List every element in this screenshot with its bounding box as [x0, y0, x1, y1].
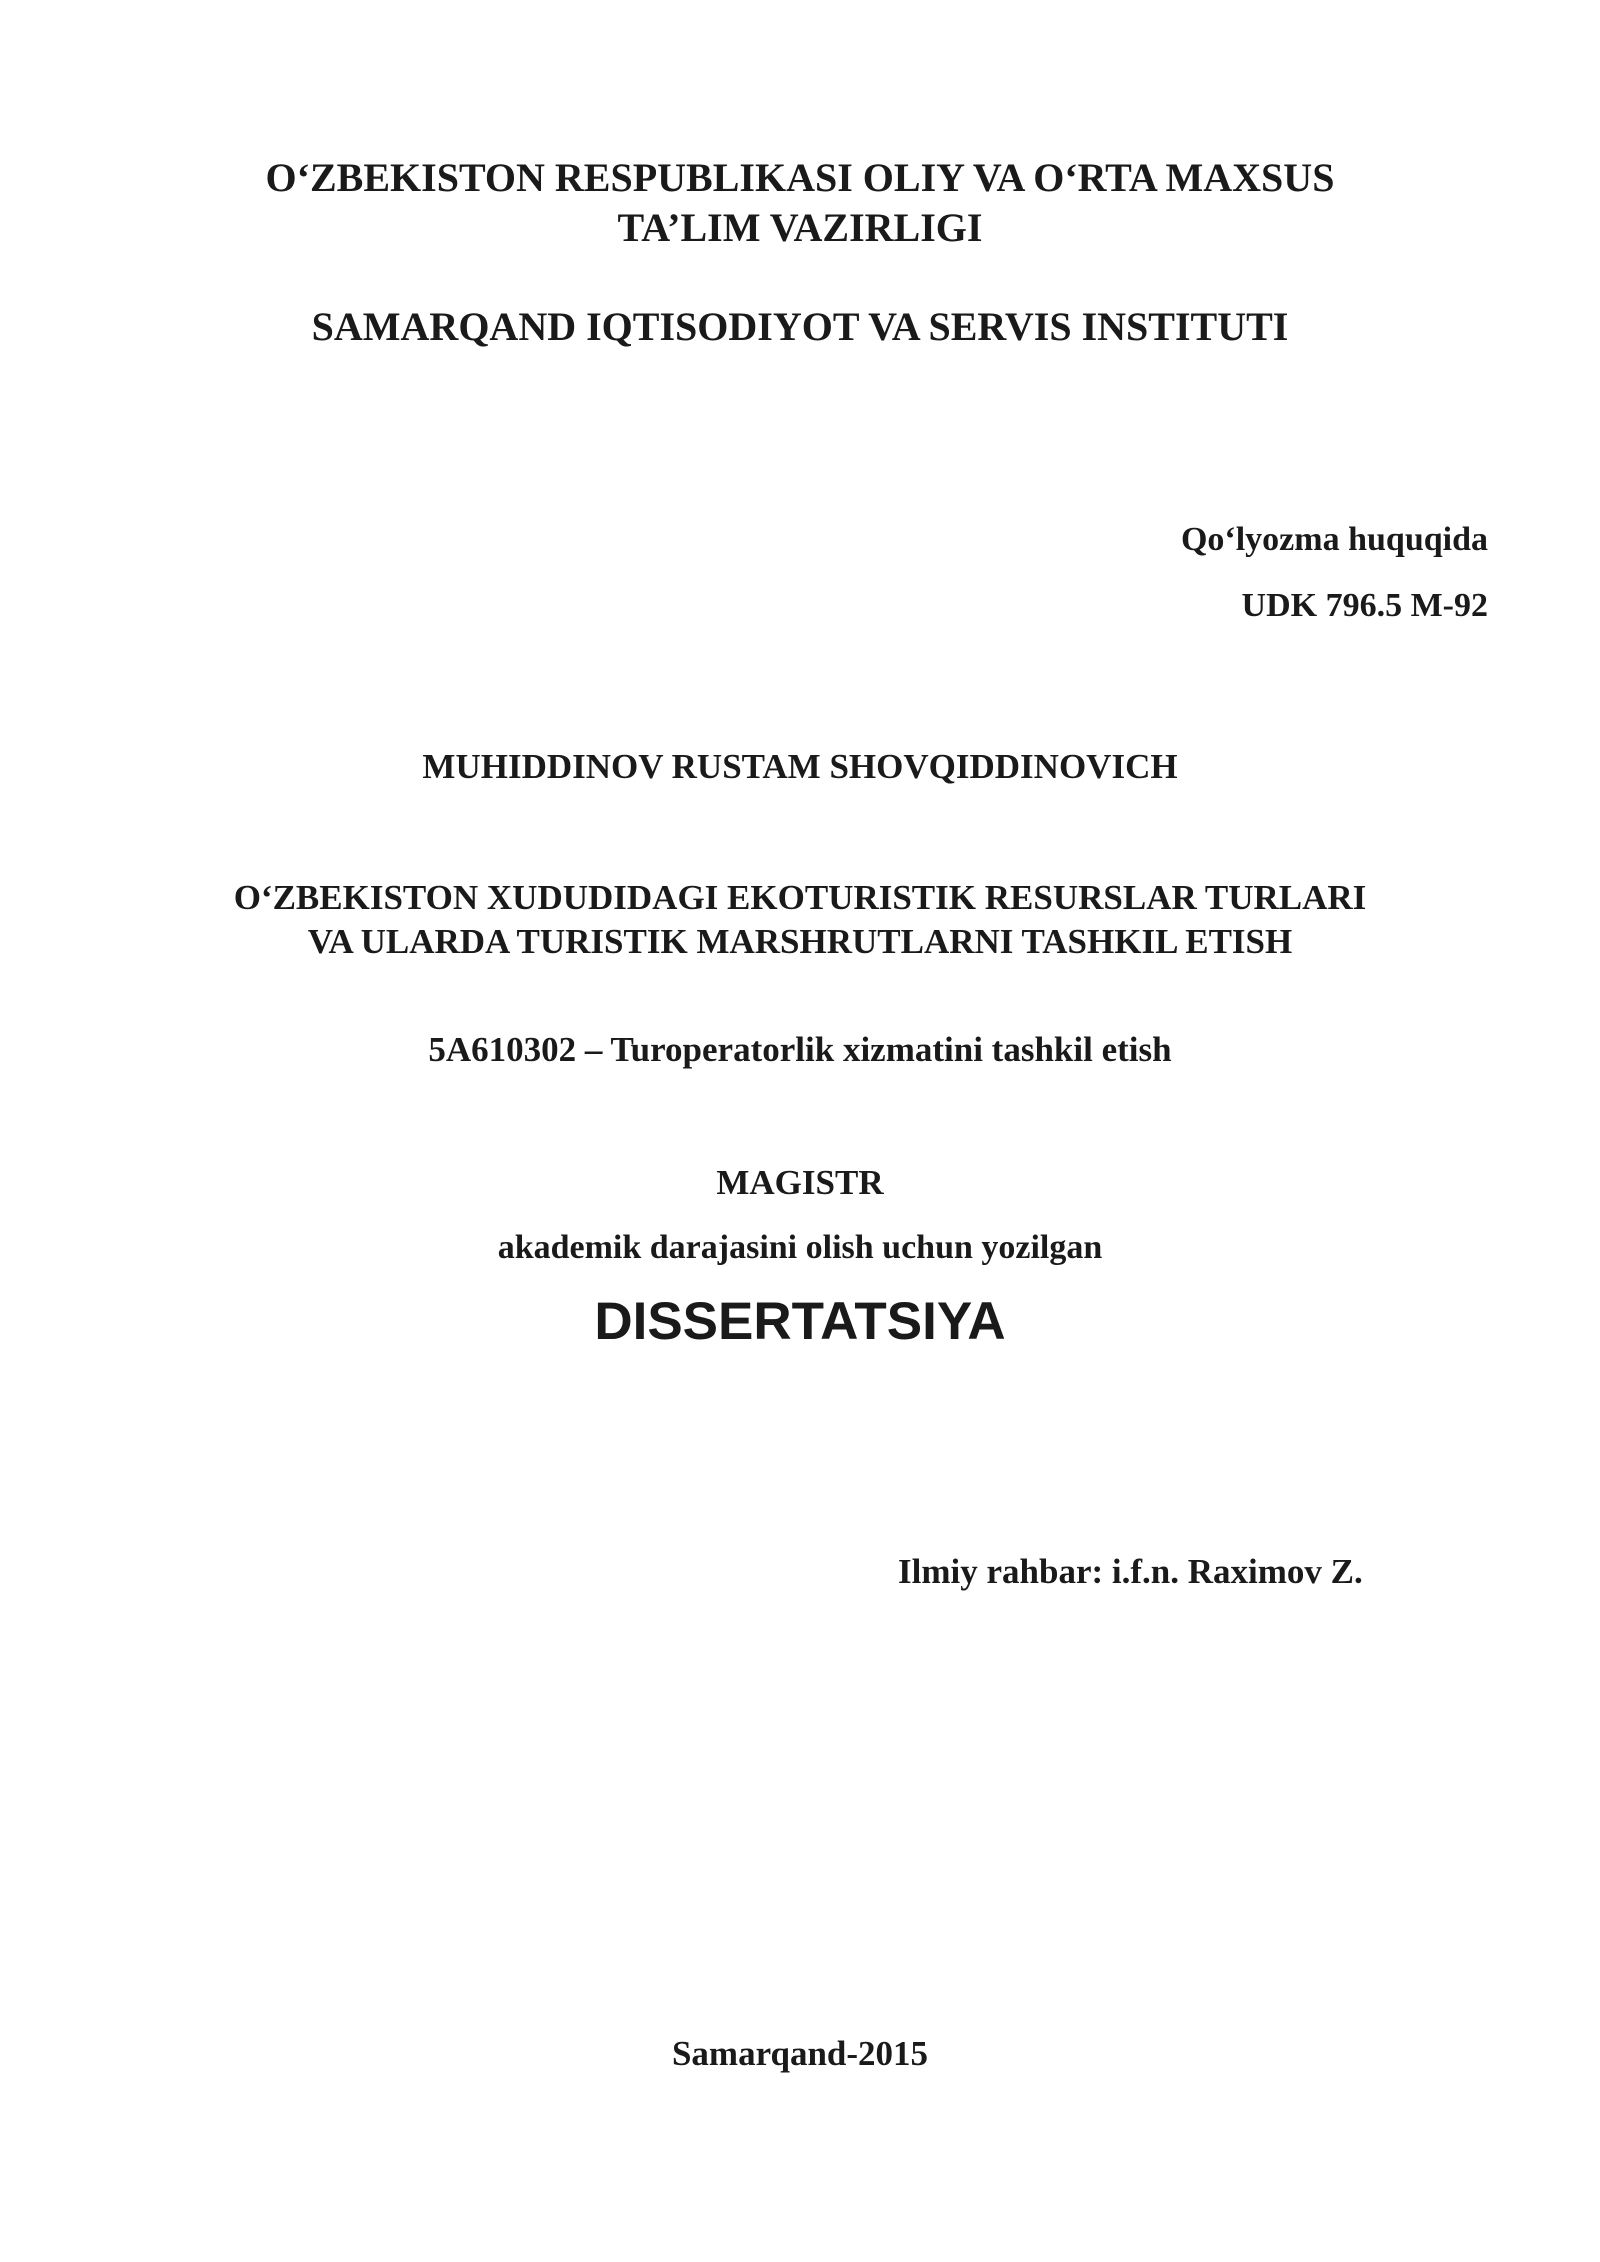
- ministry-name-line-2: TA’LIM VAZIRLIGI: [617, 205, 983, 250]
- document-type: DISSERTATSIYA: [594, 1292, 1006, 1351]
- institute-name: SAMARQAND IQTISODIYOT VA SERVIS INSTITUTI: [311, 304, 1289, 349]
- city-year: Samarqand-2015: [671, 2034, 929, 2073]
- thesis-title-line-1: O‘ZBEKISTON XUDUDIDAGI EKOTURISTIK RESURSLAR TURLARI: [233, 878, 1367, 917]
- udk-code: UDK 796.5 M-92: [1241, 587, 1488, 624]
- specialty-code: 5A610302 – Turoperatorlik xizmatini tashkil etish: [428, 1030, 1172, 1069]
- scientific-advisor: Ilmiy rahbar: i.f.n. Raximov Z.: [898, 1552, 1363, 1591]
- author-name: MUHIDDINOV RUSTAM SHOVQIDDINOVICH: [422, 747, 1178, 786]
- manuscript-rights-note: Qo‘lyozma huquqida: [1180, 521, 1488, 558]
- degree-name: MAGISTR: [716, 1163, 884, 1202]
- degree-purpose: akademik darajasini olish uchun yozilgan: [497, 1229, 1103, 1266]
- thesis-title-line-2: VA ULARDA TURISTIK MARSHRUTLARNI TASHKIL ETISH: [307, 922, 1293, 961]
- ministry-name-line-1: O‘ZBEKISTON RESPUBLIKASI OLIY VA O‘RTA MAXSUS: [265, 155, 1335, 200]
